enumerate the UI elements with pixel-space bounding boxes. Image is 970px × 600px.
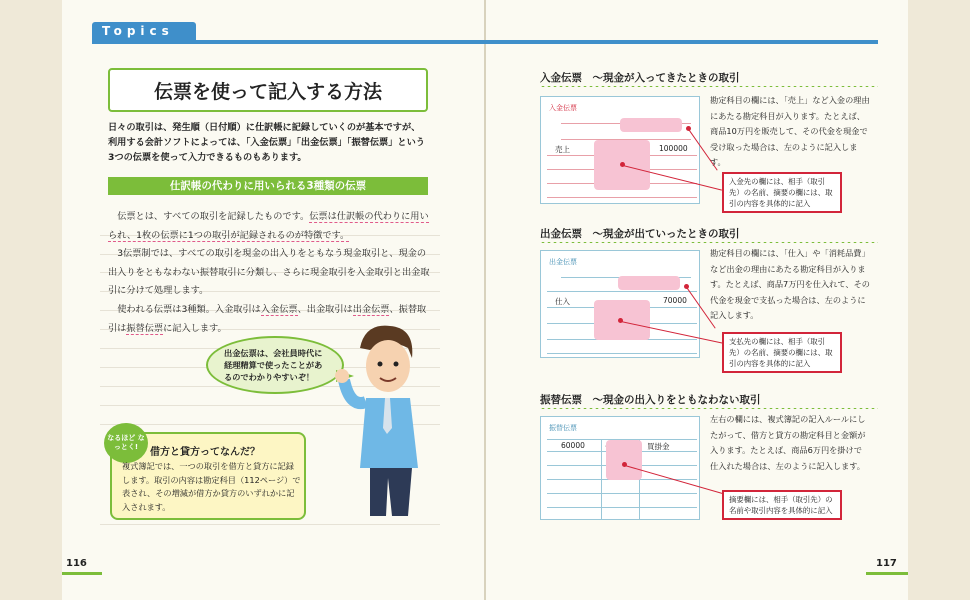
slip-account: 売上 <box>555 145 570 154</box>
section-heading-furikae: 振替伝票 ～現金の出入りをともなわない取引 <box>540 394 761 406</box>
para2: 3伝票制では、すべての取引を現金の出入りをともなう現金取引と、現金の出入りをともなわない振替取引に分類し、さらに現金取引を入金取引と出金取引に分けて処理します。 <box>108 248 430 297</box>
highlight-recipient <box>620 118 682 132</box>
page-number-right: 117 <box>876 558 897 569</box>
qa-title: 借方と貸方ってなんだ？ <box>150 447 260 458</box>
slip-amount: 100000 <box>659 144 688 153</box>
page-gutter <box>484 0 486 600</box>
slip-title: 出金伝票 <box>549 258 577 266</box>
text-nyukin: 勘定科目の欄には、「売上」など入金の理由にあたる勘定科目が入ります。たとえば、商品10万円を販売して、その代金を現金で受け取った場合は、左のように記入します。 <box>710 95 870 167</box>
slip-amount: 60000 <box>561 441 585 450</box>
speech-text: 出金伝票は、会社員時代に経理精算で使ったことがあるのでわかりやすいぞ！ <box>224 348 323 382</box>
slip-title: 振替伝票 <box>549 424 577 432</box>
para3-f: 振替伝票 <box>126 322 164 334</box>
highlight-payee <box>618 276 680 290</box>
para1-a: 伝票とは、すべての取引を記録したものです。 <box>117 211 310 222</box>
section-rule <box>540 241 878 244</box>
para3-g: に記入します。 <box>163 322 227 334</box>
page-title: 伝票を使って記入する方法 <box>108 68 428 112</box>
text-furikae: 左右の欄には、複式簿記の記入ルールにしたがって、借方と貸方の勘定科目と金額が入ります。たとえば、商品6万円を掛けで仕入れた場合は、左のように記入します。 <box>710 414 866 471</box>
naruhodo-badge: なるほど なっとく! <box>104 423 148 463</box>
section-heading-shukkin: 出金伝票 ～現金が出ていったときの取引 <box>540 228 740 240</box>
qa-text: 複式簿記では、一つの取引を借方と貸方に記録します。取引の内容は勘定科目（112ページ）で表され、その増減が借方か貸方のいずれかに記入されます。 <box>122 461 301 512</box>
page-number-rule-right <box>866 572 908 575</box>
topics-rule <box>92 40 878 44</box>
slip-title: 入金伝票 <box>549 104 577 112</box>
para3-b: 入金伝票 <box>260 303 298 315</box>
topics-tab: Topics <box>92 22 196 40</box>
speech-bubble <box>206 336 344 394</box>
intro-paragraph: 日々の取引は、発生順（日付順）に仕訳帳に記録していくのが基本ですが、利用する会計ソフトによっては、「入金伝票」「出金伝票」「振替伝票」という3つの伝票を使って入力できるものもあります。 <box>108 122 425 163</box>
section-rule <box>540 85 878 88</box>
note-furikae: 摘要欄には、相手（取引先）の名前や取引内容を具体的に記入 <box>722 490 842 520</box>
para1-b: 伝票は仕訳帳の代わりに用いられ、1枚の伝票に1つの取引が記録されるのが特徴です。 <box>108 211 429 241</box>
para3-e: 、振替取引は <box>108 303 427 334</box>
para3-c: 、出金取引は <box>297 303 353 315</box>
highlight-summary <box>606 440 642 480</box>
note-shukkin: 支払先の欄には、相手（取引先）の名前、摘要の欄には、取引の内容を具体的に記入 <box>722 332 842 373</box>
page-number-left: 116 <box>66 558 87 569</box>
para3-d: 出金伝票 <box>352 303 390 315</box>
section-subheading: 仕訳帳の代わりに用いられる3種類の伝票 <box>108 177 428 195</box>
section-rule <box>540 407 878 410</box>
slip-account: 仕入 <box>555 297 570 306</box>
text-shukkin: 勘定科目の欄には、「仕入」や「消耗品費」など出金の理由にあたる勘定科目が入ります。たとえば、商品7万円を仕入れて、その代金を現金で支払った場合は、左のように記入します。 <box>710 248 870 320</box>
note-nyukin: 入金先の欄には、相手（取引先）の名前、摘要の欄には、取引の内容を具体的に記入 <box>722 172 842 213</box>
page-number-rule-left <box>62 572 102 575</box>
section-heading-nyukin: 入金伝票 ～現金が入ってきたときの取引 <box>540 72 740 84</box>
businessman-illustration <box>330 318 430 518</box>
para3-a: 使われる伝票は3種類。入金取引は <box>117 303 261 315</box>
slip-amount: 70000 <box>663 296 687 305</box>
slip-credit: 買掛金 <box>647 442 670 451</box>
